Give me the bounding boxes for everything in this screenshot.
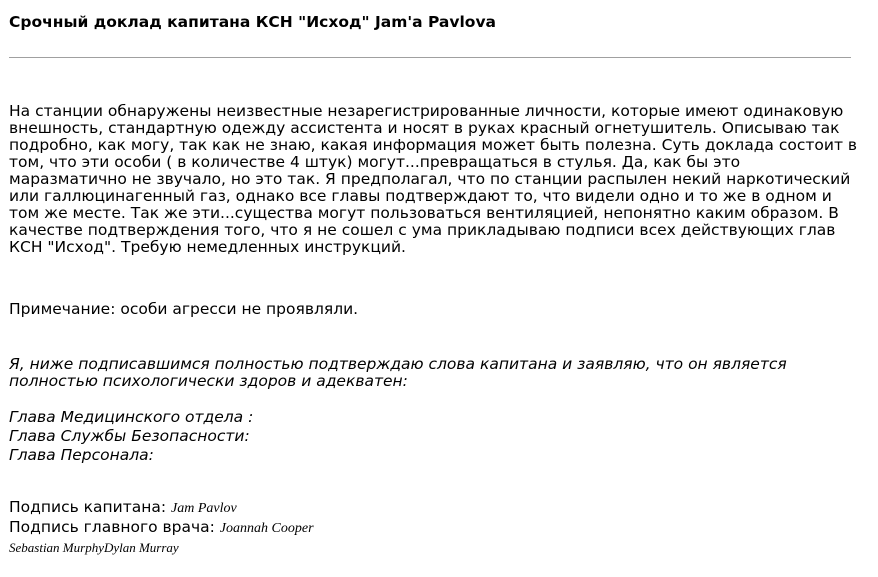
report-title: Срочный доклад капитана КСН "Исход" Jam'a Pavlova [9,13,497,31]
confirmation-statement: Я, ниже подписавшимся полностью подтверждаю слова капитана и заявляю, что он является полностью психологически здоров и адекватен: [9,355,787,390]
cmo-signature-label: Подпись главного врача: [9,518,215,536]
signatures-block [9,499,314,556]
extra-signatures: Sebastian MurphyDylan Murray [9,540,179,555]
head-personnel-line: Глава Персонала: [9,446,154,464]
captain-signature: Jam Pavlov [171,501,237,516]
head-medical-line: Глава Медицинского отдела : [9,408,254,426]
heads-signature-list [9,409,253,466]
captain-signature-row [9,499,314,519]
title-divider [9,57,851,58]
cmo-signature-row [9,519,314,539]
report-body: На станции обнаружены неизвестные незарегистрированные личности, которые имеют одинаковую внешность, стандартную одежду ассистента и носят в руках красный огнетушитель. Описываю так подробно, как могу, так как не знаю, какая информация может быть полезна. Суть доклада состоит в том, что эти особи ( в количестве 4 штук) могут...превращаться в стулья. Да, как бы это маразматично не звучало, но это так. Я предполагал, что по станции распылен некий наркотический или галлюцинагенный газ, однако все главы подтверждают то, что видели одно и то же в одном и том же месте. Так же эти...существа могут пользоваться вентиляцией, непонятно каким образом. В качестве подтверждения того, что я не сошел с ума прикладываю подписи всех действующих глав КСН "Исход". Требую немедленных инструкций. [9,102,858,256]
captain-signature-label: Подпись капитана: [9,498,167,516]
cmo-signature: Joannah Cooper [219,521,314,536]
report-note: Примечание: особи агресси не проявляли. [9,300,359,318]
head-security-line: Глава Службы Безопасности: [9,427,250,445]
